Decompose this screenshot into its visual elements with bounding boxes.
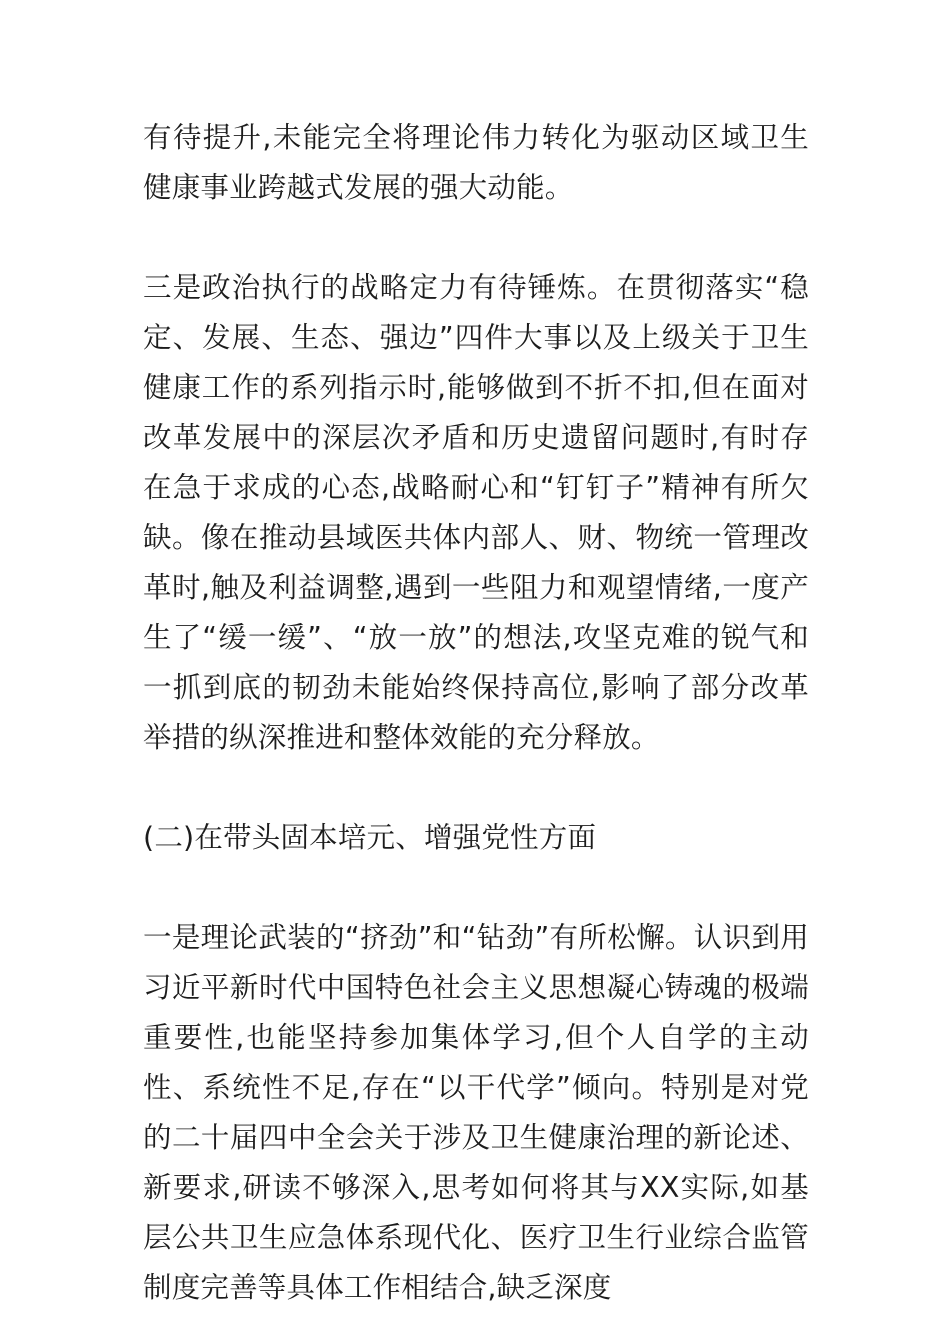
paragraph-continuation: 有待提升,未能完全将理论伟力转化为驱动区域卫生健康事业跨越式发展的强大动能。 <box>143 121 809 204</box>
paragraph-item-three: 三是政治执行的战略定力有待锤炼。在贯彻落实“稳定、发展、生态、强边”四件大事以及上级关于卫生健康工作的系列指示时,能够做到不折不扣,但在面对改革发展中的深层次矛盾和历史遗留问题时,有时存在急于求成的心态,战略耐心和“钉钉子”精神有所欠缺。像在推动县域医共体内部人、财、物统一管理改革时,触及利益调整,遇到一些阻力和观望情绪,一度产生了“缓一缓”、“放一放”的想法,攻坚克难的锐气和一抓到底的韧劲未能始终保持高位,影响了部分改革举措的纵深推进和整体效能的充分释放。 <box>143 271 809 754</box>
document-text-body <box>143 113 809 1313</box>
section-heading-two: (二)在带头固本培元、增强党性方面 <box>143 821 597 854</box>
paragraph-item-one: 一是理论武装的“挤劲”和“钻劲”有所松懈。认识到用习近平新时代中国特色社会主义思想凝心铸魂的极端重要性,也能坚持参加集体学习,但个人自学的主动性、系统性不足,存在“以干代学”倾向。特别是对党的二十届四中全会关于涉及卫生健康治理的新论述、新要求,研读不够深入,思考如何将其与XX实际,如基层公共卫生应急体系现代化、医疗卫生行业综合监管制度完善等具体工作相结合,缺乏深度 <box>143 921 809 1304</box>
